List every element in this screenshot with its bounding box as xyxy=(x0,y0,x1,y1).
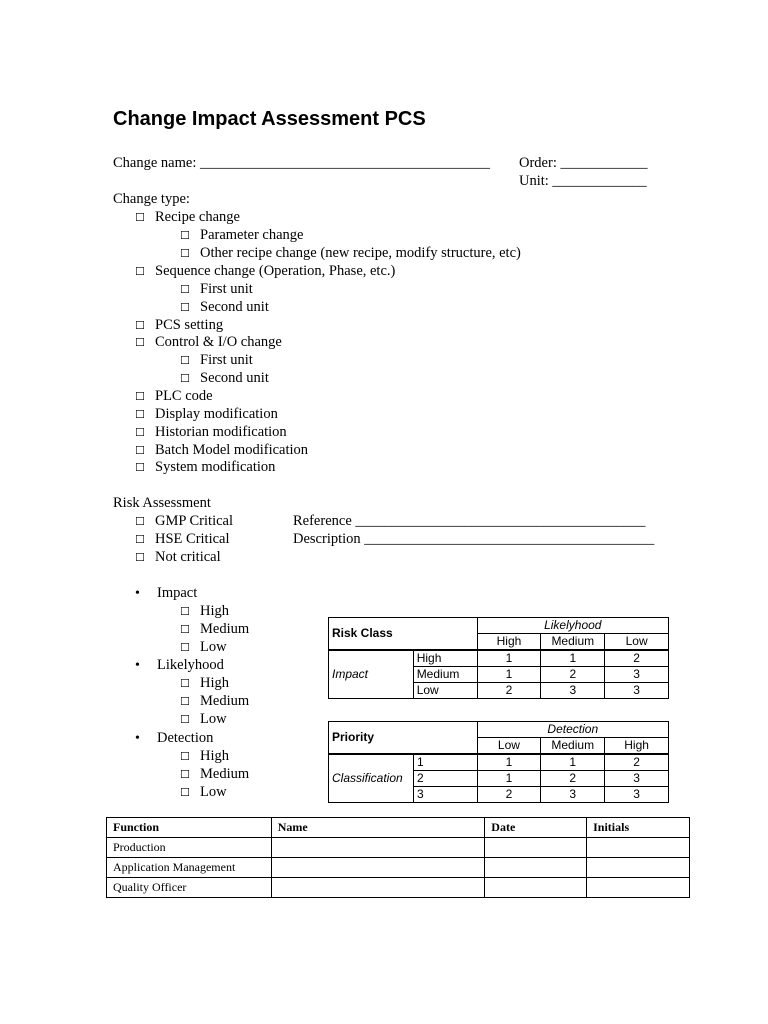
table-row xyxy=(329,754,669,771)
checkbox-icon[interactable]: ☐ xyxy=(135,426,145,439)
checkbox-control-second-unit[interactable] xyxy=(180,369,269,388)
checkbox-system-modification[interactable] xyxy=(135,458,275,477)
detection-axis-label: Detection xyxy=(477,722,668,738)
change-name-field[interactable]: Change name: ________________________________________ xyxy=(113,155,490,171)
date-cell[interactable] xyxy=(485,878,587,898)
date-cell[interactable] xyxy=(485,838,587,858)
label: High xyxy=(200,675,229,691)
checkbox-icon[interactable]: ☐ xyxy=(135,319,145,332)
name-cell[interactable] xyxy=(271,878,485,898)
cell: 3 xyxy=(605,787,669,803)
checkbox-control-first-unit[interactable] xyxy=(180,351,253,370)
function-cell: Production xyxy=(107,838,272,858)
column-header: Initials xyxy=(587,818,690,838)
checkbox-detection-high[interactable] xyxy=(180,747,229,766)
cell: 1 xyxy=(541,754,605,771)
cell: 2 xyxy=(541,771,605,787)
label: Historian modification xyxy=(155,424,287,440)
checkbox-icon[interactable]: ☐ xyxy=(180,247,190,260)
label: GMP Critical xyxy=(155,513,234,529)
cell: 3 xyxy=(605,683,669,699)
checkbox-likelyhood-medium[interactable] xyxy=(180,692,249,711)
label: High xyxy=(200,603,229,619)
checkbox-icon[interactable]: ☐ xyxy=(135,265,145,278)
row-label: Low xyxy=(413,683,477,699)
checkbox-icon[interactable]: ☐ xyxy=(135,336,145,349)
checkbox-icon[interactable]: ☐ xyxy=(180,713,190,726)
cell: 1 xyxy=(477,650,541,667)
cell: 2 xyxy=(541,667,605,683)
reference-field[interactable]: Reference ________________________________________ xyxy=(293,513,646,529)
label: Medium xyxy=(200,693,250,709)
checkbox-historian-modification[interactable] xyxy=(135,423,287,442)
table-header-row xyxy=(107,818,690,838)
checkbox-icon[interactable]: ☐ xyxy=(180,372,190,385)
risk-class-title: Risk Class xyxy=(329,618,478,651)
label: Second unit xyxy=(200,370,269,386)
cell: 1 xyxy=(477,754,541,771)
label: Other recipe change (new recipe, modify structure, etc) xyxy=(200,245,521,261)
cell: 1 xyxy=(477,667,541,683)
cell: 1 xyxy=(477,771,541,787)
table-row xyxy=(107,858,690,878)
label: Likelyhood xyxy=(157,657,224,673)
bullet-icon: • xyxy=(135,586,140,601)
bullet-impact xyxy=(135,584,197,603)
label: Not critical xyxy=(155,549,221,565)
function-cell: Quality Officer xyxy=(107,878,272,898)
label: Medium xyxy=(200,621,250,637)
cell: 3 xyxy=(541,683,605,699)
signoff-table xyxy=(106,817,690,898)
checkbox-recipe-change[interactable] xyxy=(135,208,240,227)
label: Low xyxy=(200,784,227,800)
page-title: Change Impact Assessment PCS xyxy=(113,108,426,130)
checkbox-icon[interactable]: ☐ xyxy=(135,390,145,403)
name-cell[interactable] xyxy=(271,858,485,878)
checkbox-icon[interactable]: ☐ xyxy=(180,229,190,242)
table-row xyxy=(107,878,690,898)
risk-assessment-heading: Risk Assessment xyxy=(113,495,211,511)
label: HSE Critical xyxy=(155,531,230,547)
column-header: Name xyxy=(271,818,485,838)
column-header: Medium xyxy=(541,634,605,651)
checkbox-icon[interactable]: ☐ xyxy=(180,641,190,654)
column-header: High xyxy=(605,738,669,755)
risk-class-table xyxy=(328,617,669,699)
row-label: 2 xyxy=(413,771,477,787)
checkbox-sequence-change[interactable] xyxy=(135,262,395,281)
label: Display modification xyxy=(155,406,278,422)
checkbox-gmp-critical[interactable] xyxy=(135,512,233,531)
checkbox-parameter-change[interactable] xyxy=(180,226,303,245)
likelyhood-axis-label: Likelyhood xyxy=(477,618,668,634)
checkbox-icon[interactable]: ☐ xyxy=(180,354,190,367)
column-header: High xyxy=(477,634,541,651)
order-field[interactable]: Order: ____________ xyxy=(519,155,648,171)
priority-title: Priority xyxy=(329,722,478,755)
cell: 3 xyxy=(605,771,669,787)
checkbox-other-recipe-change[interactable] xyxy=(180,244,521,263)
checkbox-icon[interactable]: ☐ xyxy=(180,750,190,763)
label: First unit xyxy=(200,281,253,297)
cell: 2 xyxy=(605,650,669,667)
checkbox-control-io-change[interactable] xyxy=(135,333,282,352)
checkbox-detection-medium[interactable] xyxy=(180,765,249,784)
function-cell: Application Management xyxy=(107,858,272,878)
label: PCS setting xyxy=(155,317,224,333)
label: Parameter change xyxy=(200,227,304,243)
bullet-icon: • xyxy=(135,658,140,673)
checkbox-icon[interactable]: ☐ xyxy=(180,677,190,690)
checkbox-icon[interactable]: ☐ xyxy=(135,551,145,564)
row-label: High xyxy=(413,650,477,667)
label: Batch Model modification xyxy=(155,442,309,458)
bullet-likelyhood xyxy=(135,656,224,675)
label: Medium xyxy=(200,766,250,782)
date-cell[interactable] xyxy=(485,858,587,878)
checkbox-icon[interactable]: ☐ xyxy=(180,605,190,618)
label: PLC code xyxy=(155,388,213,404)
checkbox-impact-low[interactable] xyxy=(180,638,227,657)
cell: 2 xyxy=(605,754,669,771)
unit-field[interactable]: Unit: _____________ xyxy=(519,173,647,189)
checkbox-icon[interactable]: ☐ xyxy=(135,533,145,546)
checkbox-icon[interactable]: ☐ xyxy=(180,301,190,314)
label: Impact xyxy=(157,585,198,601)
column-header: Low xyxy=(605,634,669,651)
checkbox-impact-medium[interactable] xyxy=(180,620,249,639)
initials-cell[interactable] xyxy=(587,858,690,878)
checkbox-likelyhood-low[interactable] xyxy=(180,710,227,729)
checkbox-icon[interactable]: ☐ xyxy=(135,211,145,224)
column-header: Function xyxy=(107,818,272,838)
label: Detection xyxy=(157,730,214,746)
table-row xyxy=(107,838,690,858)
table-row xyxy=(329,650,669,667)
classification-axis-label: Classification xyxy=(329,754,414,803)
cell: 1 xyxy=(541,650,605,667)
initials-cell[interactable] xyxy=(587,878,690,898)
checkbox-icon[interactable]: ☐ xyxy=(180,695,190,708)
initials-cell[interactable] xyxy=(587,838,690,858)
label: Low xyxy=(200,639,227,655)
checkbox-icon[interactable]: ☐ xyxy=(135,515,145,528)
checkbox-icon[interactable]: ☐ xyxy=(180,283,190,296)
cell: 2 xyxy=(477,787,541,803)
checkbox-not-critical[interactable] xyxy=(135,548,221,567)
checkbox-display-modification[interactable] xyxy=(135,405,278,424)
column-header: Low xyxy=(477,738,541,755)
label: First unit xyxy=(200,352,253,368)
label: High xyxy=(200,748,229,764)
impact-axis-label: Impact xyxy=(329,650,414,699)
checkbox-icon[interactable]: ☐ xyxy=(135,444,145,457)
row-label: Medium xyxy=(413,667,477,683)
column-header: Date xyxy=(485,818,587,838)
checkbox-detection-low[interactable] xyxy=(180,783,227,802)
checkbox-impact-high[interactable] xyxy=(180,602,229,621)
description-field[interactable]: Description ________________________________________ xyxy=(293,531,655,547)
checkbox-plc-code[interactable] xyxy=(135,387,213,406)
checkbox-icon[interactable]: ☐ xyxy=(180,623,190,636)
cell: 2 xyxy=(477,683,541,699)
label: System modification xyxy=(155,459,276,475)
bullet-icon: • xyxy=(135,731,140,746)
label: Recipe change xyxy=(155,209,240,225)
label: Control & I/O change xyxy=(155,334,282,350)
checkbox-likelyhood-high[interactable] xyxy=(180,674,229,693)
priority-table xyxy=(328,721,669,803)
checkbox-hse-critical[interactable] xyxy=(135,530,230,549)
row-label: 3 xyxy=(413,787,477,803)
name-cell[interactable] xyxy=(271,838,485,858)
checkbox-icon[interactable]: ☐ xyxy=(135,408,145,421)
cell: 3 xyxy=(541,787,605,803)
checkbox-icon[interactable]: ☐ xyxy=(135,461,145,474)
change-type-heading: Change type: xyxy=(113,191,190,207)
cell: 3 xyxy=(605,667,669,683)
checkbox-sequence-first-unit[interactable] xyxy=(180,280,253,299)
checkbox-icon[interactable]: ☐ xyxy=(180,786,190,799)
label: Second unit xyxy=(200,299,269,315)
label: Sequence change (Operation, Phase, etc.) xyxy=(155,263,396,279)
bullet-detection xyxy=(135,729,213,748)
checkbox-sequence-second-unit[interactable] xyxy=(180,298,269,317)
column-header: Medium xyxy=(541,738,605,755)
checkbox-icon[interactable]: ☐ xyxy=(180,768,190,781)
row-label: 1 xyxy=(413,754,477,771)
label: Low xyxy=(200,711,227,727)
